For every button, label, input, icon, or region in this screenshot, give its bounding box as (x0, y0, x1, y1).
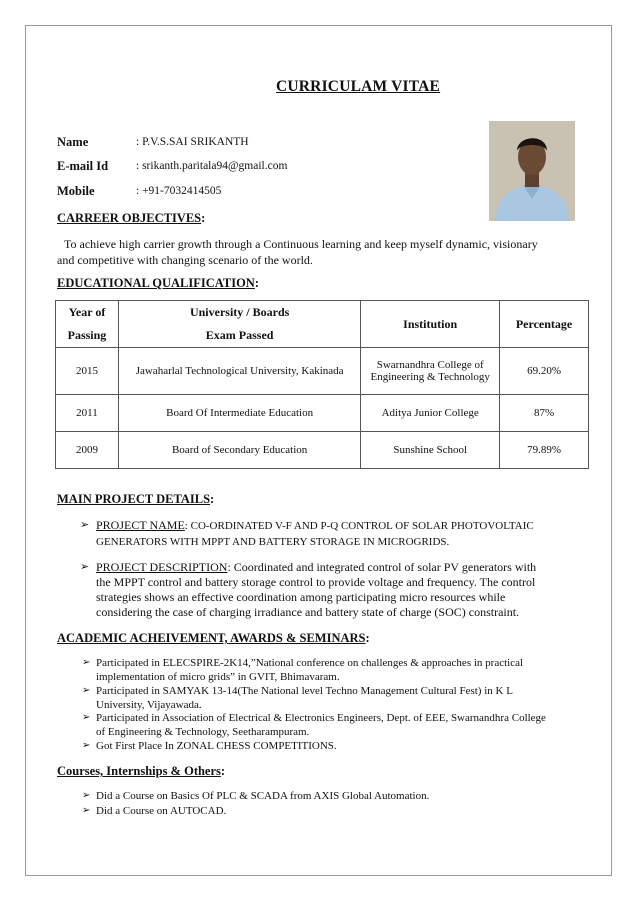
project-description-item (80, 560, 580, 620)
project-description-text-3: strategies shows an effective coordination among participating micro resources while (96, 590, 506, 604)
course-item-1: Did a Course on Basics Of PLC & SCADA from AXIS Global Automation. (96, 790, 430, 802)
board-cell: Jawaharlal Technological University, Kakinada (118, 348, 360, 395)
academic-item-3-line-2: of Engineering & Technology, Seetharampuram. (96, 726, 310, 738)
list-item (82, 789, 580, 803)
email-label: E-mail Id (57, 159, 109, 173)
year-header-top: Year of (68, 305, 106, 319)
arrow-bullet-icon: ➢ (80, 561, 90, 573)
project-name-label: PROJECT NAME (96, 518, 185, 532)
percentage-cell: 87% (500, 395, 589, 432)
institution-cell (361, 348, 500, 395)
project-description-label: PROJECT DESCRIPTION (96, 560, 228, 574)
academic-item-1-line-2: implementation of micro grids” in GVIT, Bhimavaram. (96, 671, 340, 683)
courses-heading-colon: : (220, 764, 226, 778)
project-description-text-2: the MPPT control and battery storage control to provide voltage and frequency. The control (96, 575, 536, 589)
arrow-bullet-icon: ➢ (82, 712, 91, 723)
education-heading-colon: : (254, 276, 259, 290)
objectives-line-2: and competitive with changing scenario of the world. (57, 253, 313, 267)
list-item (82, 711, 580, 739)
mobile-label: Mobile (57, 184, 95, 198)
arrow-bullet-icon: ➢ (82, 790, 91, 801)
year-header-bottom: Passing (67, 328, 107, 342)
academic-item-3-line-1: Participated in Association of Electrical & Electronics Engineers, Dept. of EEE, Swarnandhra College (96, 712, 546, 724)
objectives-heading-colon: : (201, 211, 206, 225)
university-header-bottom: Exam Passed (205, 328, 274, 342)
academic-item-2-line-1: Participated in SAMYAK 13-14(The National level Techno Management Cultural Fest) in K L (96, 685, 513, 697)
project-heading-text: MAIN PROJECT DETAILS (57, 492, 211, 506)
project-name-text-1: : CO-ORDINATED V-F AND P-Q CONTROL OF SOLAR PHOTOVOLTAIC (184, 520, 534, 532)
courses-heading-text: Courses, Internships & Others (57, 764, 221, 778)
objectives-heading (57, 211, 205, 226)
person-photo-icon (489, 121, 575, 221)
institution-line-1: Swarnandhra College of (376, 359, 484, 371)
arrow-bullet-icon: ➢ (80, 519, 90, 531)
table-row (56, 395, 589, 432)
institution-header: Institution (361, 301, 500, 348)
institution-line-2: Engineering & Technology (370, 371, 490, 383)
percentage-cell: 69.20% (500, 348, 589, 395)
courses-heading (57, 764, 225, 779)
board-cell: Board Of Intermediate Education (118, 395, 360, 432)
document-title: CURRICULAM VITAE (276, 78, 441, 95)
objectives-heading-text: CARREER OBJECTIVES (57, 211, 202, 225)
mobile-value: : +91-7032414505 (136, 185, 222, 197)
arrow-bullet-icon: ➢ (82, 805, 91, 816)
table-header-row (56, 301, 589, 348)
arrow-bullet-icon: ➢ (82, 657, 91, 668)
project-heading (57, 492, 214, 507)
academic-item-4-line-1: Got First Place In ZONAL CHESS COMPETITIONS. (96, 740, 337, 752)
project-name-item (80, 518, 580, 550)
email-value: : srikanth.paritala94@gmail.com (136, 160, 288, 172)
university-header-top: University / Boards (189, 305, 290, 319)
name-label: Name (57, 135, 89, 149)
project-heading-colon: : (210, 492, 215, 506)
year-header (56, 301, 119, 348)
table-row (56, 348, 589, 395)
list-item (82, 656, 580, 684)
institution-cell: Sunshine School (361, 432, 500, 469)
education-table (55, 300, 589, 469)
profile-photo (489, 121, 575, 221)
academic-heading (57, 631, 370, 646)
education-heading (57, 276, 259, 291)
list-item (82, 684, 580, 712)
project-name-text-2: GENERATORS WITH MPPT AND BATTERY STORAGE IN MICROGRIDS. (96, 536, 450, 548)
objectives-line-1: To achieve high carrier growth through a Continuous learning and keep myself dynamic, visionary (64, 237, 538, 251)
percentage-header: Percentage (500, 301, 589, 348)
course-item-2: Did a Course on AUTOCAD. (96, 805, 227, 817)
academic-item-1-line-1: Participated in ELECSPIRE-2K14,”National conference on challenges & approaches in practical (96, 657, 524, 669)
academic-heading-colon: : (365, 631, 370, 645)
project-description-text-1: : Coordinated and integrated control of solar PV generators with (227, 560, 537, 574)
academic-heading-text: ACADEMIC ACHEIVEMENT, AWARDS & SEMINARS (57, 631, 366, 645)
board-cell: Board of Secondary Education (118, 432, 360, 469)
academic-item-2-line-2: University, Vijayawada. (96, 699, 202, 711)
arrow-bullet-icon: ➢ (82, 685, 91, 696)
percentage-cell: 79.89% (500, 432, 589, 469)
project-description-text-4: considering the case of charging irradiance and battery state of charge (SOC) constraint. (96, 605, 520, 619)
institution-cell: Aditya Junior College (361, 395, 500, 432)
year-cell: 2011 (56, 395, 119, 432)
name-value: : P.V.S.SAI SRIKANTH (136, 136, 249, 148)
university-header (118, 301, 360, 348)
arrow-bullet-icon: ➢ (82, 740, 91, 751)
list-item (82, 739, 580, 753)
year-cell: 2015 (56, 348, 119, 395)
year-cell: 2009 (56, 432, 119, 469)
table-row (56, 432, 589, 469)
list-item (82, 804, 580, 818)
education-heading-text: EDUCATIONAL QUALIFICATION (57, 276, 255, 290)
